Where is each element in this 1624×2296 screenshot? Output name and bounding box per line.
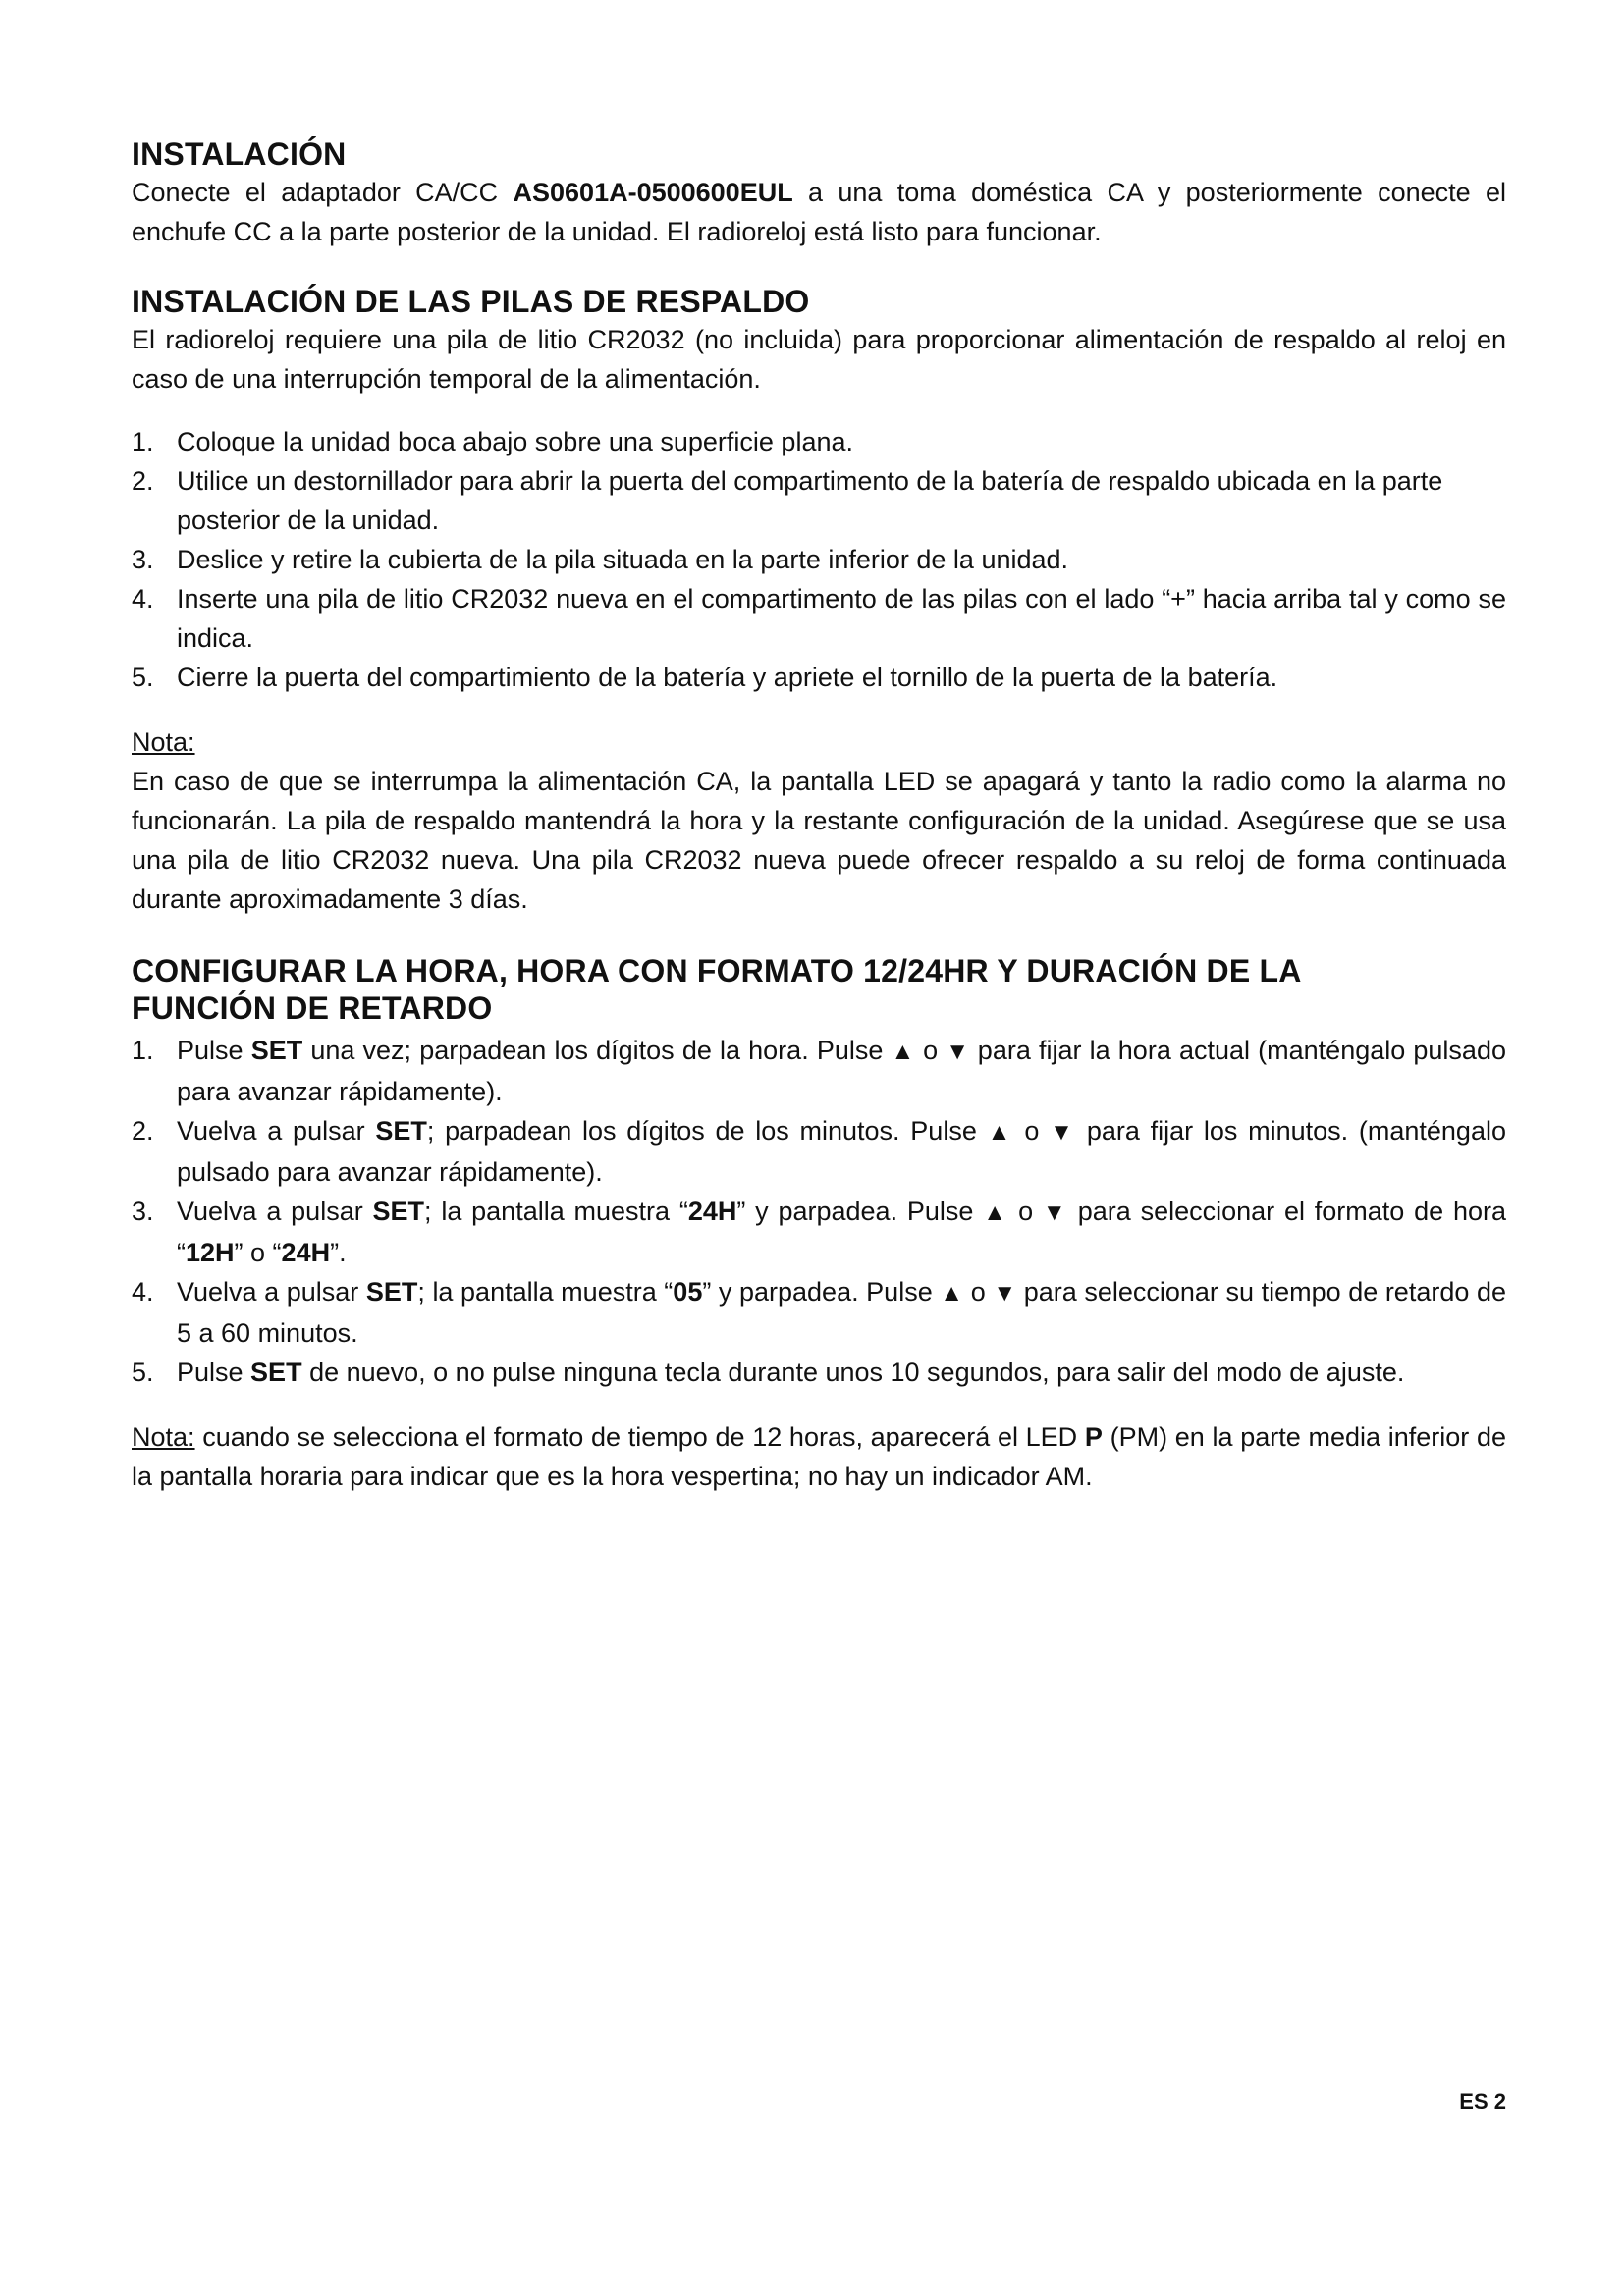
display-value: 24H xyxy=(281,1238,331,1267)
installation-heading: INSTALACIÓN xyxy=(132,136,347,172)
step-text: de nuevo, o no pulse ninguna tecla durante unos 10 segundos, para salir del modo de ajuste. xyxy=(301,1358,1405,1387)
step-text: Deslice y retire la cubierta de la pila situada en la parte inferior de la unidad. xyxy=(177,545,1069,574)
step-number: 2. xyxy=(132,1116,154,1146)
step-text: Pulse xyxy=(177,1036,251,1065)
step-text: Pulse xyxy=(177,1358,251,1387)
config-heading-line2: FUNCIÓN DE RETARDO xyxy=(132,990,493,1026)
up-arrow-icon: ▲ xyxy=(940,1280,964,1307)
down-arrow-icon: ▼ xyxy=(993,1280,1017,1307)
step-text: ; la pantalla muestra “ xyxy=(417,1277,674,1307)
step-text: Coloque la unidad boca abajo sobre una superficie plana. xyxy=(177,427,854,456)
step-number: 3. xyxy=(132,1197,154,1226)
step-text: Inserte una pila de litio CR2032 nueva en el compartimento de las pilas con el lado “+” hacia arriba tal y como se indica. xyxy=(177,584,1506,653)
step-text: para fijar la hora actual (manténgalo pulsado para avanzar rápidamente). xyxy=(177,1036,1506,1106)
list-item xyxy=(132,1272,1506,1353)
step-text: ” y parpadea. Pulse xyxy=(736,1197,984,1226)
list-item xyxy=(132,461,1506,540)
list-item xyxy=(132,1353,1506,1392)
installation-paragraph xyxy=(132,173,1506,251)
config-heading-line1: CONFIGURAR LA HORA, HORA CON FORMATO 12/24HR Y DURACIÓN DE LA xyxy=(132,953,1302,988)
step-text: o xyxy=(1013,1116,1051,1146)
backup-battery-section xyxy=(132,283,1506,919)
step-text: o xyxy=(914,1036,947,1065)
display-value: 05 xyxy=(673,1277,703,1307)
installation-text-end: a una toma doméstica CA y posteriormente conecte el enchufe CC a la parte posterior de la unidad. El radioreloj está listo para funcionar. xyxy=(132,178,1506,246)
step-text: para fijar los minutos. (manténgalo pulsado para avanzar rápidamente). xyxy=(177,1116,1506,1187)
manual-page xyxy=(132,135,1506,1496)
config-steps-list xyxy=(132,1031,1506,1392)
list-item xyxy=(132,1111,1506,1192)
step-number: 4. xyxy=(132,584,154,614)
down-arrow-icon: ▼ xyxy=(946,1039,970,1065)
note-label: Nota: xyxy=(132,727,195,757)
note-label: Nota: xyxy=(132,1422,195,1452)
adapter-model: AS0601A-0500600EUL xyxy=(513,178,793,207)
set-key: SET xyxy=(372,1197,425,1226)
step-text: o xyxy=(963,1277,994,1307)
step-text: ” o “ xyxy=(234,1238,282,1267)
step-text: ; la pantalla muestra “ xyxy=(424,1197,688,1226)
set-key: SET xyxy=(365,1277,418,1307)
list-item xyxy=(132,1192,1506,1272)
backup-heading: INSTALACIÓN DE LAS PILAS DE RESPALDO xyxy=(132,284,810,319)
step-number: 5. xyxy=(132,663,154,692)
backup-note xyxy=(132,722,1506,919)
step-number: 1. xyxy=(132,1036,154,1065)
step-text: Cierre la puerta del compartimiento de la batería y apriete el tornillo de la puerta de la batería. xyxy=(177,663,1278,692)
step-number: 4. xyxy=(132,1277,154,1307)
step-text: una vez; parpadean los dígitos de la hora. Pulse xyxy=(302,1036,892,1065)
step-text: o xyxy=(1008,1197,1043,1226)
step-text: Vuelva a pulsar xyxy=(177,1197,373,1226)
set-key: SET xyxy=(250,1358,302,1387)
step-text: Utilice un destornillador para abrir la puerta del compartimento de la batería de respaldo ubicada en la parte posterior de la unidad. xyxy=(177,466,1443,535)
pm-indicator: P xyxy=(1084,1422,1103,1452)
list-item xyxy=(132,540,1506,579)
time-config-section xyxy=(132,952,1506,1496)
installation-section xyxy=(132,135,1506,251)
backup-note-text: En caso de que se interrumpa la alimentación CA, la pantalla LED se apagará y tanto la radio como la alarma no funcionarán. La pila de respaldo mantendrá la hora y la restante configuración de la unidad. Asegúrese que se usa una pila de litio CR2032 nueva. Una pila CR2032 nueva puede ofrecer respaldo a su reloj de forma continuada durante aproximadamente 3 días. xyxy=(132,767,1506,914)
list-item xyxy=(132,658,1506,697)
list-item xyxy=(132,579,1506,658)
up-arrow-icon: ▲ xyxy=(983,1200,1009,1226)
display-value: 12H xyxy=(186,1238,235,1267)
set-key: SET xyxy=(250,1036,303,1065)
step-text: ” y parpadea. Pulse xyxy=(702,1277,941,1307)
step-text: para seleccionar su tiempo de retardo de 5 a 60 minutos. xyxy=(177,1277,1506,1348)
step-number: 3. xyxy=(132,545,154,574)
set-key: SET xyxy=(375,1116,427,1146)
backup-intro: El radioreloj requiere una pila de litio CR2032 (no incluida) para proporcionar alimentación de respaldo al reloj en caso de una interrupción temporal de la alimentación. xyxy=(132,325,1506,394)
step-text: Vuelva a pulsar xyxy=(177,1277,366,1307)
config-heading xyxy=(132,952,1506,1027)
up-arrow-icon: ▲ xyxy=(987,1119,1014,1146)
step-text: Vuelva a pulsar xyxy=(177,1116,376,1146)
step-number: 2. xyxy=(132,466,154,496)
note-text: cuando se selecciona el formato de tiempo de 12 horas, aparecerá el LED xyxy=(194,1422,1085,1452)
list-item xyxy=(132,1031,1506,1111)
step-text: para seleccionar el formato de hora “ xyxy=(177,1197,1506,1267)
step-text: ; parpadean los dígitos de los minutos. Pulse xyxy=(426,1116,988,1146)
page-number: ES 2 xyxy=(1459,2089,1506,2113)
down-arrow-icon: ▼ xyxy=(1050,1119,1077,1146)
up-arrow-icon: ▲ xyxy=(891,1039,915,1065)
down-arrow-icon: ▼ xyxy=(1042,1200,1068,1226)
step-number: 5. xyxy=(132,1358,154,1387)
step-number: 1. xyxy=(132,427,154,456)
installation-text-start: Conecte el adaptador CA/CC xyxy=(132,178,514,207)
list-item xyxy=(132,422,1506,461)
backup-steps-list xyxy=(132,422,1506,697)
note-text: (PM) en la parte media inferior de la pantalla horaria para indicar que es la hora vespertina; no hay un indicador AM. xyxy=(132,1422,1506,1491)
step-text: ”. xyxy=(330,1238,347,1267)
config-note xyxy=(132,1417,1506,1496)
display-value: 24H xyxy=(687,1197,737,1226)
